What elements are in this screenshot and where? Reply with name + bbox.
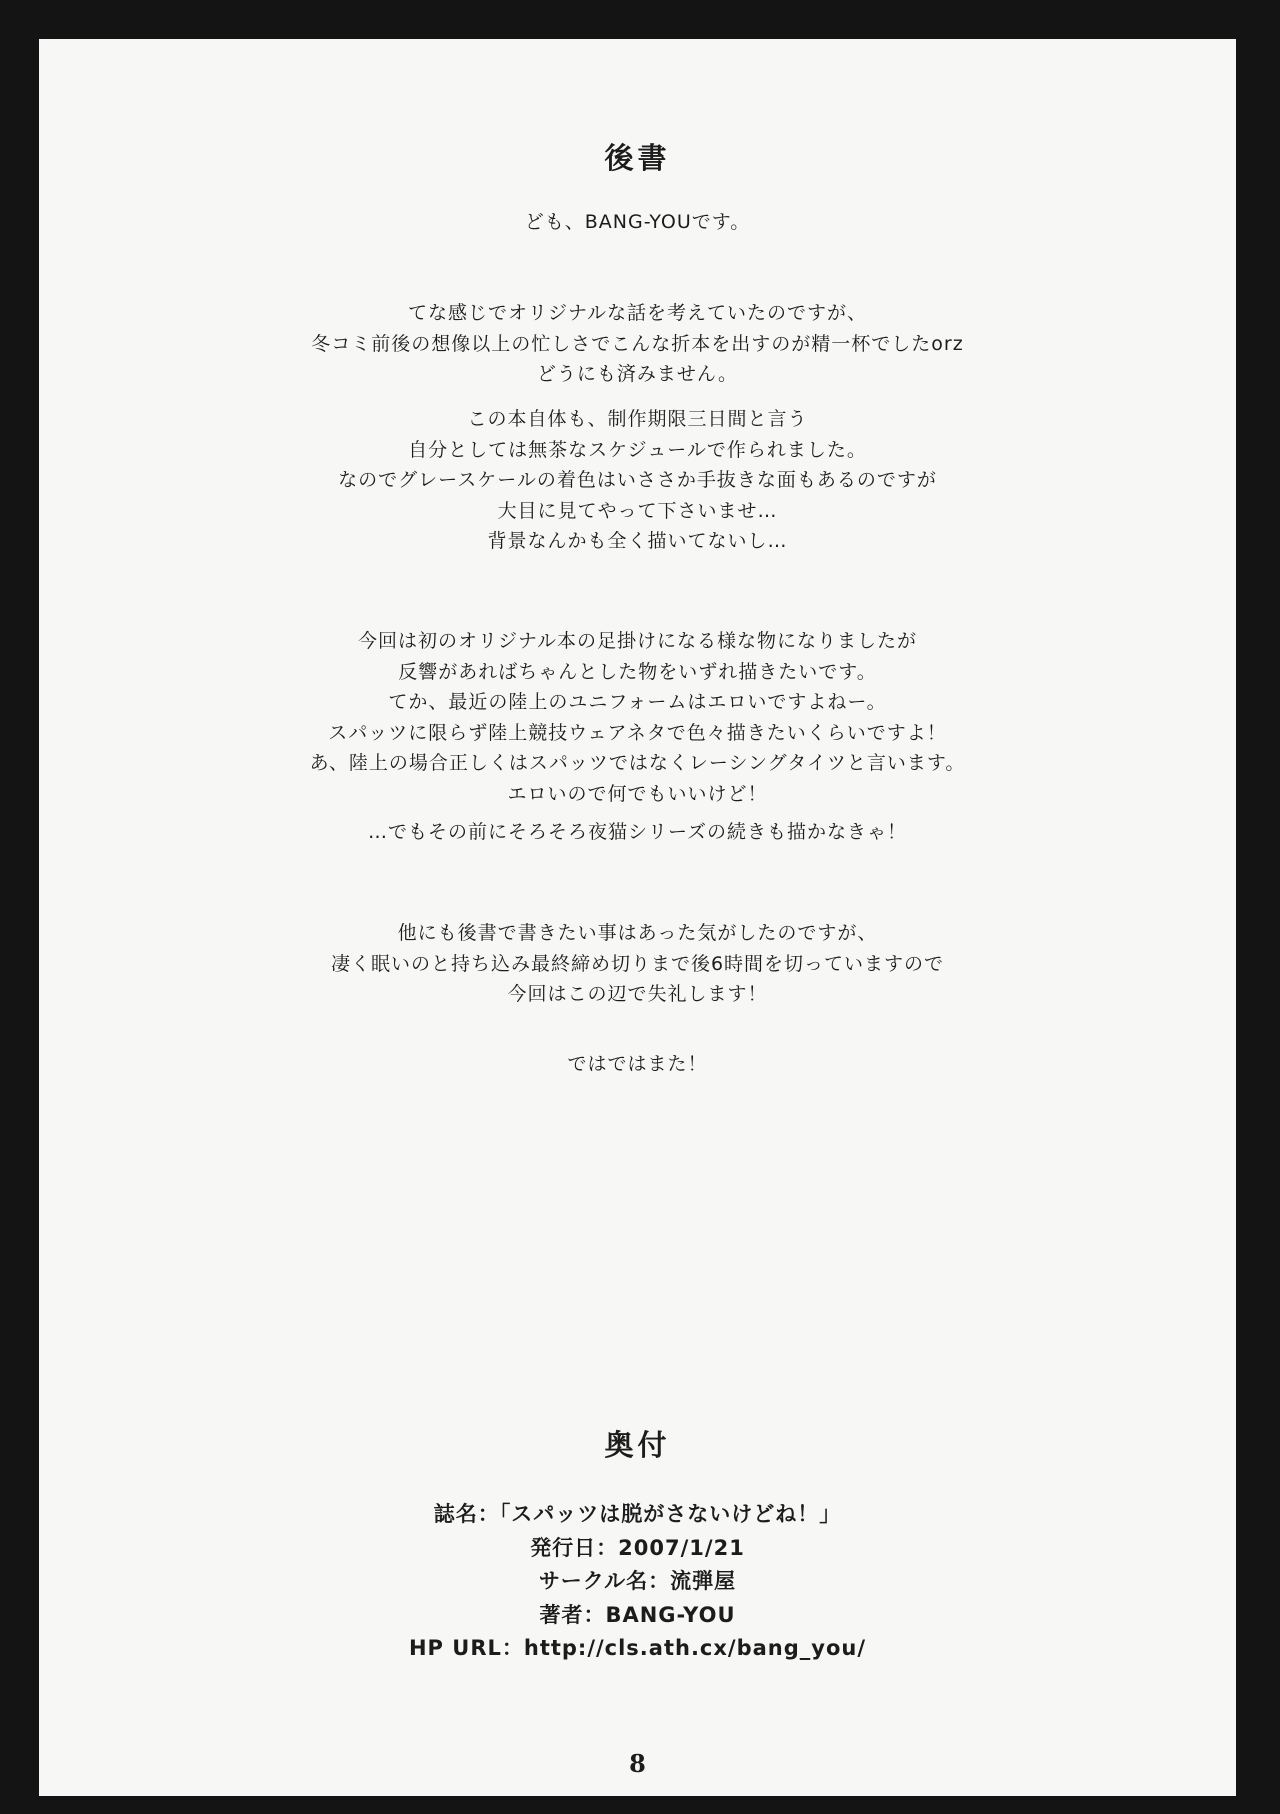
colophon-book-title: 誌名：「スパッツは脱がさないけどね！」	[433, 1502, 842, 1526]
text-line: 大目に見てやって下さいませ…	[497, 499, 778, 522]
colophon-publish-date: 発行日：2007/1/21	[530, 1535, 745, 1560]
text-line: 他にも後書で書きたい事はあった気がしたのですが、	[397, 922, 878, 944]
afterword-paragraph-6	[39, 1049, 1236, 1080]
text-line: あ、陸上の場合正しくはスパッツではなくレーシングタイツと言います。	[309, 752, 966, 774]
text-line: どうにも済みません。	[536, 363, 739, 385]
colophon-homepage-url: HP URL：http://cls.ath.cx/bang_you/	[408, 1636, 867, 1660]
text-line: てか、最近の陸上のユニフォームはエロいですよねー。	[388, 691, 887, 713]
colophon	[39, 1498, 1236, 1666]
text-line: この本自体も、制作期限三日間と言う	[467, 408, 808, 430]
afterword-greeting: ども、BANG-YOUです。	[524, 211, 751, 233]
text-line: エロいので何でもいいけど！	[507, 782, 768, 805]
text-line: なのでグレースケールの着色はいささか手抜きな面もあるのですが	[338, 469, 937, 491]
text-line: 自分としては無茶なスケジュールで作られました。	[408, 438, 867, 461]
text-line: 反響があればちゃんとした物をいずれ描きたいです。	[398, 660, 877, 683]
text-line: 今回はこの辺で失礼します！	[507, 983, 768, 1005]
text-line: 冬コミ前後の想像以上の忙しさでこんな折本を出すのが精一杯でしたorz	[311, 332, 964, 355]
afterword-title: 後書	[604, 141, 671, 175]
afterword-paragraph-3	[39, 626, 1236, 809]
text-line: 凄く眠いのと持ち込み最終締め切りまで後6時間を切っていますので	[330, 952, 945, 975]
page-number: 8	[629, 1749, 646, 1778]
document-page	[39, 39, 1236, 1796]
afterword-paragraph-1	[39, 298, 1236, 390]
text-line: てな感じでオリジナルな話を考えていたのですが、	[407, 302, 868, 324]
colophon-title: 奥付	[604, 1428, 671, 1462]
afterword-paragraph-2	[39, 404, 1236, 557]
text-line: 背景なんかも全く描いてないし…	[487, 530, 788, 552]
text-line: 今回は初のオリジナル本の足掛けになる様な物になりましたが	[357, 630, 918, 652]
afterword-paragraph-4	[39, 817, 1236, 848]
text-line: …でもその前にそろそろ夜猫シリーズの続きも描かなきゃ！	[367, 821, 908, 843]
text-line: スパッツに限らず陸上競技ウェアネタで色々描きたいくらいですよ！	[328, 721, 947, 744]
text-line: ではではまた！	[567, 1053, 708, 1075]
colophon-author: 著者：BANG-YOU	[539, 1602, 736, 1627]
afterword-paragraph-5	[39, 918, 1236, 1010]
colophon-circle-name: サークル名：流弾屋	[538, 1569, 737, 1593]
